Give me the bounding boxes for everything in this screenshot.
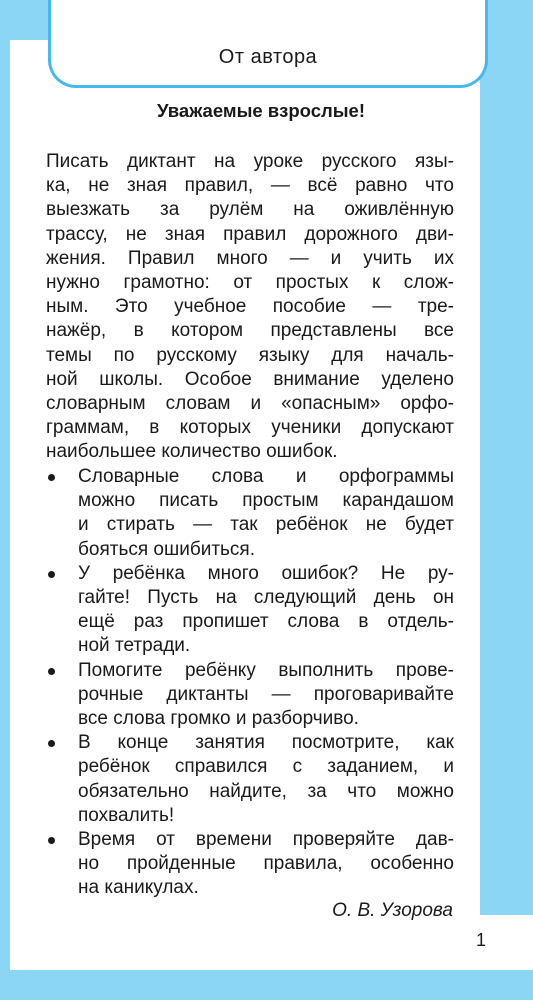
advice-line: можно писать простым карандашом [78,490,454,512]
frame-bottom [0,970,533,1000]
advice-item [46,465,454,562]
bullet-icon [48,668,55,675]
advice-line: ной тетради. [78,635,191,657]
advice-line: гайте! Пусть на следующий день он [78,587,454,609]
author-signature: О. В. Узорова [332,900,453,921]
intro-line: граммам, в которых ученики допускают [46,417,454,439]
advice-line: бояться ошибиться. [78,538,255,560]
intro-line: Писать диктант на уроке русского язы- [46,151,454,172]
advice-line: Время от времени проверяйте дав- [78,829,454,851]
intro-line: нужно грамотно: от простых к слож- [46,272,454,294]
advice-list [46,465,454,901]
intro-line: словарным словам и «опасным» орфо- [46,393,454,415]
advice-line: все слова громко и разборчиво. [78,708,359,730]
intro-line: ка, не зная правил, — всё равно что [46,175,454,197]
advice-line: и стирать — так ребёнок не будет [78,514,454,536]
advice-line: У ребёнка много ошибок? Не ру- [78,562,454,584]
intro-line: ной школы. Особое внимание уделено [46,368,454,390]
advice-line: В конце занятия посмотрите, как [78,732,454,754]
advice-item [46,562,454,659]
header-title: От автора [218,46,318,68]
intro-line: наибольшее количество ошибок. [46,441,338,463]
intro-line: ным. Это учебное пособие — тре- [46,296,454,318]
intro-line: темы по русскому языку для началь- [46,344,454,366]
bullet-icon [48,474,55,481]
intro-line: выезжать за рулём на оживлённую [46,199,454,221]
advice-item [46,828,454,901]
header-tab [48,0,488,88]
bullet-icon [48,837,55,844]
advice-line: ребёнок справился с заданием, и [78,756,454,778]
intro-line: нажёр, в котором представлены все [46,320,454,342]
advice-line: Словарные слова и орфограммы [78,466,454,487]
intro-line: трассу, не зная правил дорожного дви- [46,223,454,245]
advice-line: на каникулах. [78,877,199,899]
greeting-heading: Уважаемые взрослые! [156,100,366,121]
advice-line: Помогите ребёнку выполнить прове- [78,659,454,681]
page-number-tab [446,915,533,970]
bullet-icon [48,571,55,578]
intro-paragraph [46,150,454,465]
advice-line: но пройденные правила, особенно [78,853,454,875]
advice-line: рочные диктанты — проговаривайте [78,683,454,705]
page-number: 1 [476,930,487,950]
advice-item [46,659,454,732]
frame-left [0,0,10,1000]
frame-right [480,0,533,1000]
intro-line: жения. Правил много — и учить их [46,247,454,269]
advice-line: обязательно найдите, за что можно [78,780,454,802]
advice-line: ещё раз пропишет слова в отдель- [78,611,454,633]
bullet-icon [48,740,55,747]
advice-line: похвалить! [78,804,175,826]
advice-item [46,731,454,828]
